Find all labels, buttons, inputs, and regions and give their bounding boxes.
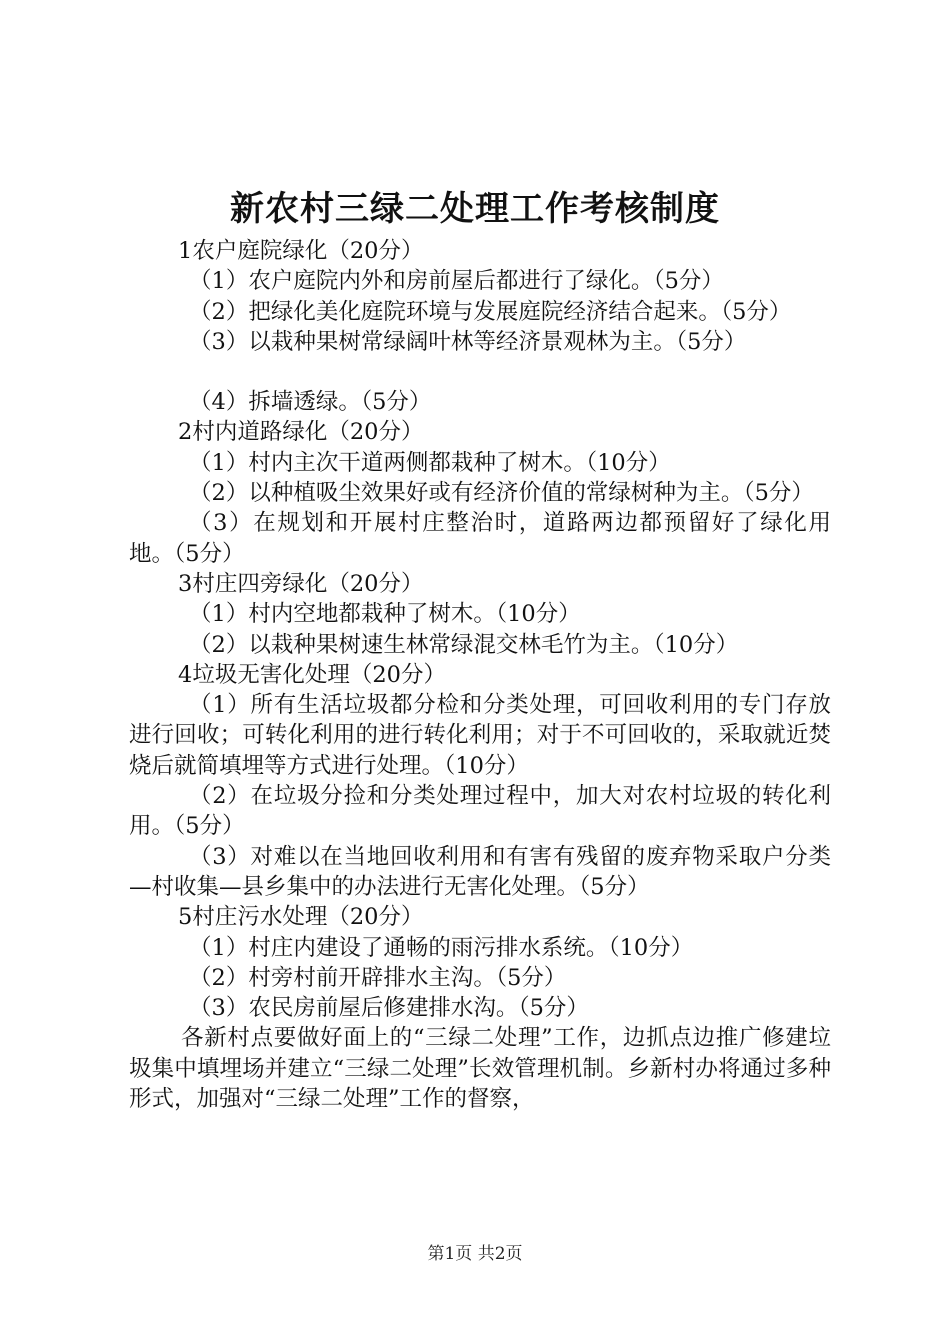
section-item: （3）农民房前屋后修建排水沟。（5分） [189, 995, 589, 1022]
section-item: （3）对难以在当地回收利用和有害有残留的废弃物采取户分类—村收集—县乡集中的办法进行无害化处理。（5分） [129, 843, 831, 900]
section-item: （4）拆墙透绿。（5分） [189, 389, 432, 416]
page-title: 新农村三绿二处理工作考核制度 [230, 189, 720, 229]
section-heading-1: 1农户庭院绿化（20分） [178, 238, 424, 264]
document-body [129, 236, 831, 1114]
section-heading-2: 2村内道路绿化（20分） [178, 419, 424, 446]
section-item: （3）在规划和开展村庄整治时，道路两边都预留好了绿化用地。（5分） [129, 510, 831, 567]
section-item: （2）村旁村前开辟排水主沟。（5分） [189, 964, 567, 991]
section-item: （1）村内空地都栽种了树木。（10分） [189, 601, 581, 628]
section-item: （2）以栽种果树速生林常绿混交林毛竹为主。（10分） [189, 631, 739, 658]
section-heading-4: 4垃圾无害化处理（20分） [178, 661, 446, 688]
blank-line [129, 357, 831, 387]
section-item: （1）村庄内建设了通畅的雨污排水系统。（10分） [189, 934, 694, 961]
section-item: （2）在垃圾分捡和分类处理过程中，加大对农村垃圾的转化利用。（5分） [129, 783, 831, 840]
section-item: （1）所有生活垃圾都分检和分类处理，可回收利用的专门存放进行回收；可转化利用的进行转化利用；对于不可回收的，采取就近焚烧后就简填埋等方式进行处理。（10分） [129, 692, 831, 779]
section-item: （1）农户庭院内外和房前屋后都进行了绿化。（5分） [189, 268, 724, 295]
closing-paragraph: 各新村点要做好面上的“三绿二处理”工作，边抓点边推广修建垃圾集中填埋场并建立“三绿二处理”长效管理机制。乡新村办将通过多种形式，加强对“三绿二处理”工作的督察， [129, 1025, 831, 1113]
section-item: （3）以栽种果树常绿阔叶林等经济景观林为主。（5分） [189, 328, 747, 355]
section-item: （1）村内主次干道两侧都栽种了树木。（10分） [189, 449, 671, 476]
page-footer: 第1页 共2页 [427, 1244, 523, 1264]
section-item: （2）以种植吸尘效果好或有经济价值的常绿树种为主。（5分） [189, 480, 814, 507]
section-heading-3: 3村庄四旁绿化（20分） [178, 570, 424, 597]
section-item: （2）把绿化美化庭院环境与发展庭院经济结合起来。（5分） [189, 298, 792, 325]
section-heading-5: 5村庄污水处理（20分） [178, 904, 424, 931]
